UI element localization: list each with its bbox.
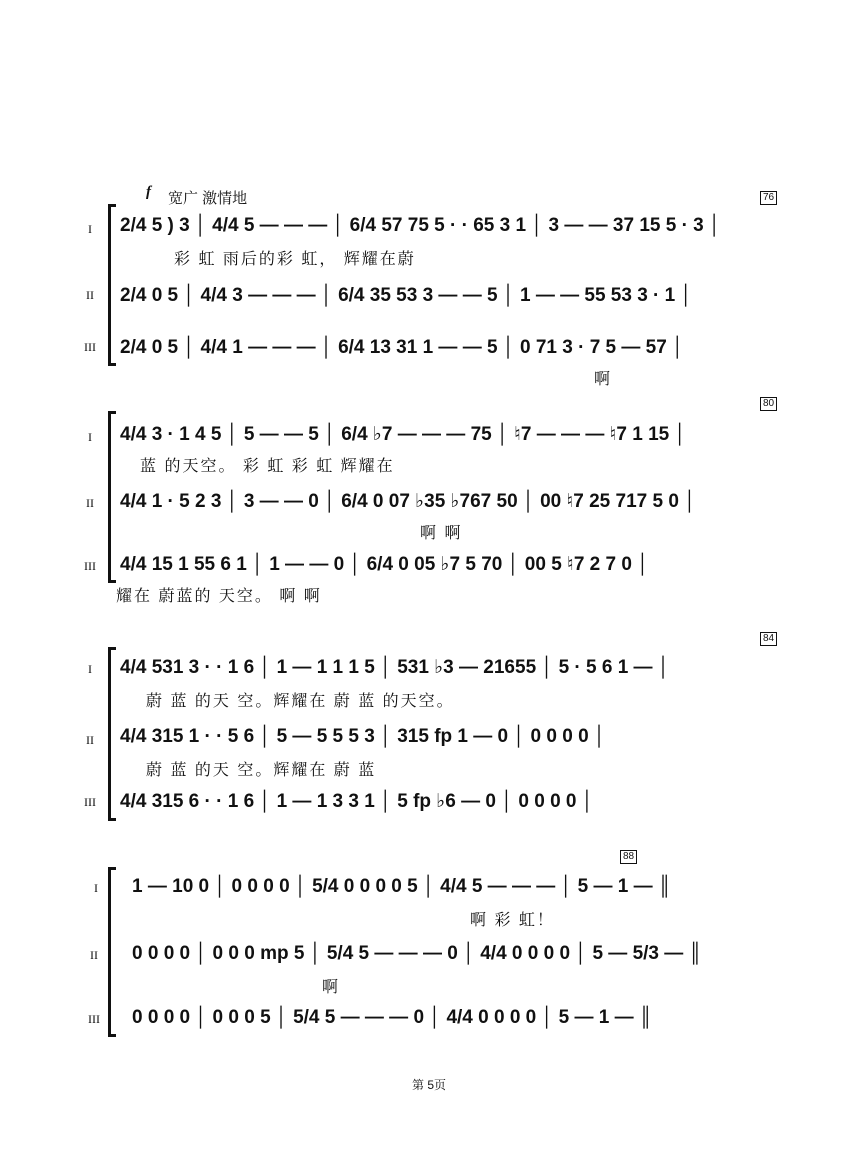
part-label-1: I	[88, 430, 92, 444]
rehearsal-mark-76: 76	[760, 191, 777, 205]
part-label-1: I	[88, 662, 92, 676]
lyric-line: 蔚 蓝 的天 空。辉耀在 蔚 蓝 的天空。	[146, 693, 455, 710]
system-bracket	[108, 868, 111, 1036]
system-bracket	[108, 648, 111, 820]
part-label-3: III	[84, 340, 96, 354]
system-bracket	[108, 412, 111, 582]
part-label-1: I	[94, 881, 98, 895]
part-label-3: III	[84, 559, 96, 573]
part-label-2: II	[86, 496, 94, 510]
rehearsal-mark-84: 84	[760, 632, 777, 646]
staff-notes: 4/4 3 · 1 4 5 │ 5 — — 5 │ 6/4 ♭7 — — — 75 │ ♮7 — — — ♮7 1 15 │	[120, 424, 687, 445]
part-label-2: II	[86, 288, 94, 302]
staff-notes: 2/4 0 5 │ 4/4 3 — — — │ 6/4 35 53 3 — — 5 │ 1 — — 55 53 3 · 1 │	[120, 285, 693, 306]
staff-notes: 2/4 5 ) 3 │ 4/4 5 — — — │ 6/4 57 75 5 · · 65 3 1 │ 3 — — 37 15 5 · 3 │	[120, 215, 721, 236]
staff-notes: 1 — 10 0 │ 0 0 0 0 │ 5/4 0 0 0 0 5 │ 4/4 5 — — — │ 5 — 1 — ║	[132, 876, 672, 897]
rehearsal-mark-88: 88	[620, 850, 637, 864]
lyric-line: 啊	[322, 979, 341, 996]
lyric-line: 耀在 蔚蓝的 天空。 啊 啊	[116, 588, 322, 605]
part-label-2: II	[86, 733, 94, 747]
staff-notes: 4/4 315 6 · · 1 6 │ 1 — 1 3 3 1 │ 5 fp ♭6 — 0 │ 0 0 0 0 │	[120, 791, 594, 812]
dynamic-forte: f	[146, 184, 151, 200]
lyric-line: 蔚 蓝 的天 空。辉耀在 蔚 蓝	[146, 762, 377, 779]
part-label-3: III	[88, 1012, 100, 1026]
staff-notes: 4/4 315 1 · · 5 6 │ 5 — 5 5 5 3 │ 315 fp 1 — 0 │ 0 0 0 0 │	[120, 726, 606, 747]
lyric-line: 啊	[594, 371, 613, 388]
part-label-1: I	[88, 222, 92, 236]
part-label-3: III	[84, 795, 96, 809]
tempo-marking: 宽广 激情地	[168, 190, 248, 207]
page-number: 第 5页	[412, 1078, 447, 1092]
lyric-line: 啊 啊	[420, 525, 463, 542]
staff-notes: 4/4 531 3 · · 1 6 │ 1 — 1 1 1 5 │ 531 ♭3 — 21655 │ 5 · 5 6 1 — │	[120, 657, 670, 678]
staff-notes: 4/4 15 1 55 6 1 │ 1 — — 0 │ 6/4 0 05 ♭7 5 70 │ 00 5 ♮7 2 7 0 │	[120, 554, 650, 575]
lyric-line: 彩 虹 雨后的彩 虹， 辉耀在蔚	[174, 251, 416, 268]
part-label-2: II	[90, 948, 98, 962]
staff-notes: 0 0 0 0 │ 0 0 0 mp 5 │ 5/4 5 — — — 0 │ 4/4 0 0 0 0 │ 5 — 5/3 — ║	[132, 943, 703, 964]
staff-notes: 4/4 1 · 5 2 3 │ 3 — — 0 │ 6/4 0 07 ♭35 ♭767 50 │ 00 ♮7 25 717 5 0 │	[120, 491, 697, 512]
lyric-line: 蓝 的天空。 彩 虹 彩 虹 辉耀在	[140, 458, 395, 475]
lyric-line: 啊 彩 虹！	[470, 912, 555, 929]
rehearsal-mark-80: 80	[760, 397, 777, 411]
staff-notes: 0 0 0 0 │ 0 0 0 5 │ 5/4 5 — — — 0 │ 4/4 0 0 0 0 │ 5 — 1 — ║	[132, 1007, 653, 1028]
system-bracket	[108, 205, 111, 365]
staff-notes: 2/4 0 5 │ 4/4 1 — — — │ 6/4 13 31 1 — — 5 │ 0 71 3 · 7 5 — 57 │	[120, 337, 684, 358]
